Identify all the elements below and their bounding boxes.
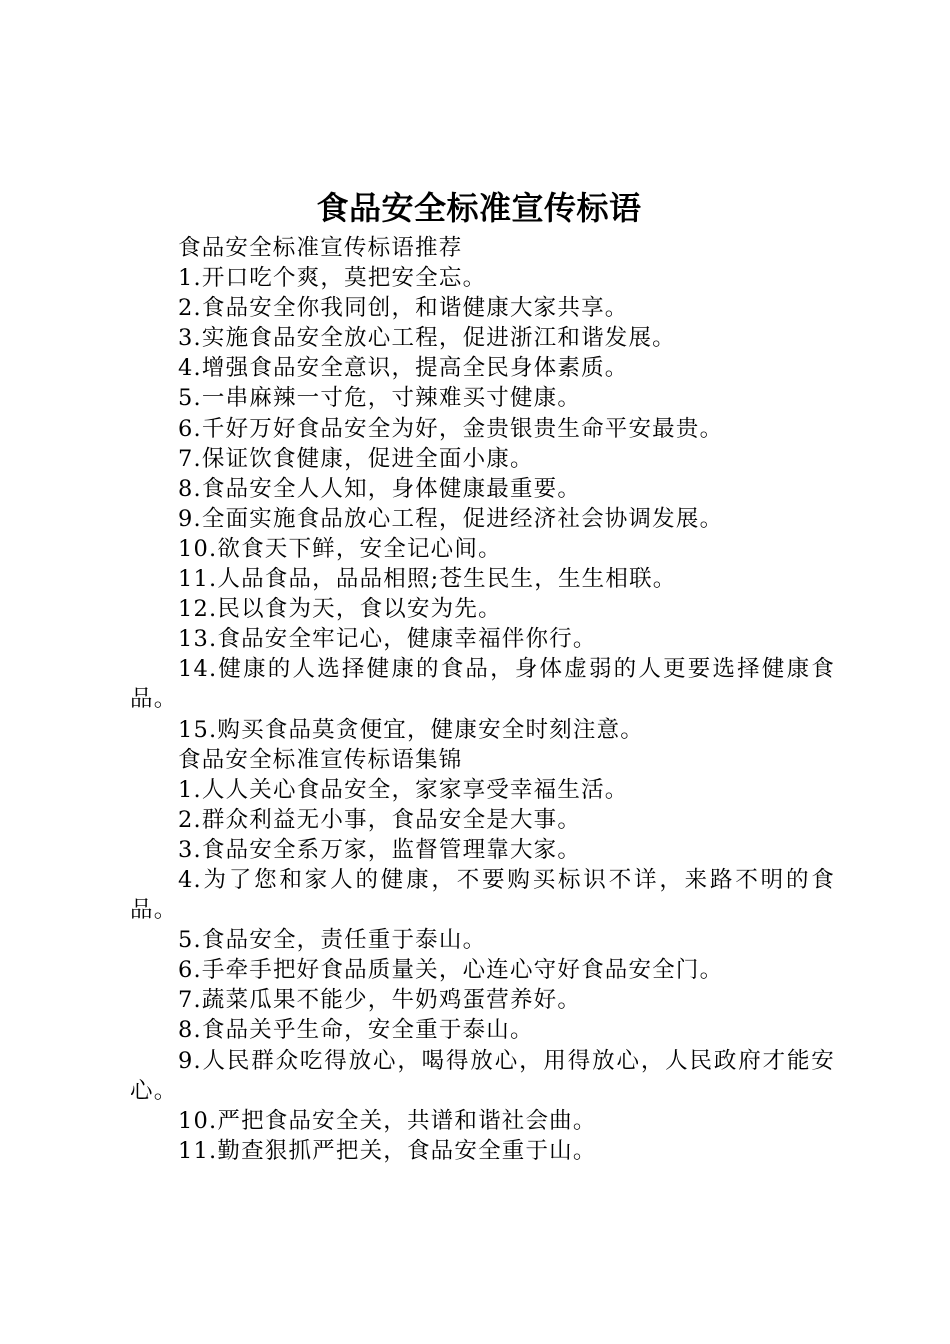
slogan-item: 12.民以食为天，食以安为先。 bbox=[178, 596, 502, 623]
slogan-item: 10.欲食天下鲜，安全记心间。 bbox=[178, 535, 502, 562]
slogan-item: 4.为了您和家人的健康，不要购买标识不详，来路不明的食品。 bbox=[130, 866, 835, 924]
slogan-item: 1.人人关心食品安全，家家享受幸福生活。 bbox=[178, 776, 629, 803]
document-title: 食品安全标准宣传标语 bbox=[316, 189, 642, 227]
slogan-item: 1.开口吃个爽，莫把安全忘。 bbox=[178, 265, 487, 292]
slogan-item: 15.购买食品莫贪便宜，健康安全时刻注意。 bbox=[178, 716, 644, 743]
slogan-item: 10.严把食品安全关，共谱和谐社会曲。 bbox=[178, 1107, 597, 1134]
slogan-item: 11.人品食品，品品相照;苍生民生，生生相联。 bbox=[178, 566, 677, 593]
slogan-item: 5.食品安全，责任重于泰山。 bbox=[178, 927, 487, 954]
slogan-item: 7.保证饮食健康，促进全面小康。 bbox=[178, 445, 534, 472]
slogan-item: 13.食品安全牢记心，健康幸福伴你行。 bbox=[178, 626, 597, 653]
slogan-item: 3.实施食品安全放心工程，促进浙江和谐发展。 bbox=[178, 325, 676, 352]
slogan-item: 6.手牵手把好食品质量关，心连心守好食品安全门。 bbox=[178, 957, 724, 984]
slogan-item: 7.蔬菜瓜果不能少，牛奶鸡蛋营养好。 bbox=[178, 987, 582, 1014]
document-body bbox=[130, 233, 835, 1166]
slogan-item: 8.食品关乎生命，安全重于泰山。 bbox=[178, 1017, 534, 1044]
section-heading: 食品安全标准宣传标语集锦 bbox=[178, 746, 463, 773]
slogan-item: 2.群众利益无小事，食品安全是大事。 bbox=[178, 806, 582, 833]
slogan-item: 14.健康的人选择健康的食品，身体虚弱的人更要选择健康食品。 bbox=[130, 656, 835, 713]
slogan-item: 8.食品安全人人知，身体健康最重要。 bbox=[178, 475, 582, 502]
slogan-item: 11.勤查狠抓严把关，食品安全重于山。 bbox=[178, 1137, 597, 1164]
slogan-item: 5.一串麻辣一寸危，寸辣难买寸健康。 bbox=[178, 385, 582, 412]
slogan-item: 3.食品安全系万家，监督管理靠大家。 bbox=[178, 836, 582, 863]
section-heading: 食品安全标准宣传标语推荐 bbox=[178, 235, 463, 261]
slogan-item: 9.人民群众吃得放心，喝得放心，用得放心，人民政府才能安心。 bbox=[130, 1047, 835, 1104]
slogan-item: 4.增强食品安全意识，提高全民身体素质。 bbox=[178, 355, 629, 382]
slogan-item: 6.千好万好食品安全为好，金贵银贵生命平安最贵。 bbox=[178, 415, 724, 442]
slogan-item: 2.食品安全你我同创，和谐健康大家共享。 bbox=[178, 295, 629, 322]
slogan-item: 9.全面实施食品放心工程，促进经济社会协调发展。 bbox=[178, 505, 724, 532]
